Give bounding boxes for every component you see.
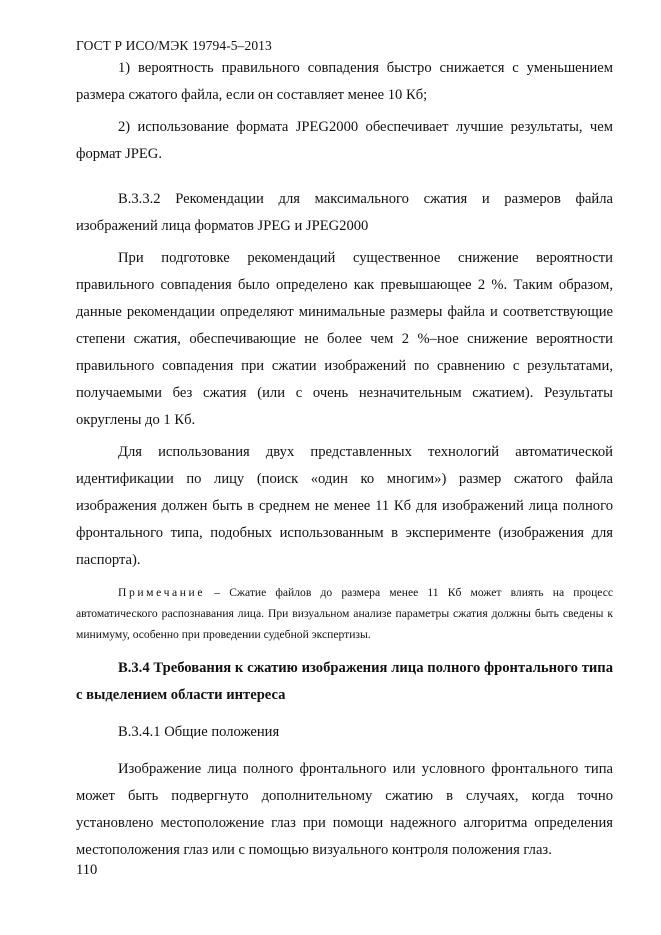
note-text: – Сжатие файлов до размера менее 11 Кб может влиять на процесс автоматического распознавания лица. При визуальном анализе параметры сжатия должны быть сведены к минимуму, особенно при проведении судебной экспертизы. [76,586,613,641]
note [76,582,613,645]
section-title-b332: B.3.3.2 Рекомендации для максимального сжатия и размеров файла изображений лица форматов JPEG и JPEG2000 [76,191,613,234]
page-number: 110 [76,862,98,878]
paragraph-recommendations: При подготовке рекомендаций существенное снижение вероятности правильного совпадения было определено как превышающее 2 %. Таким образом, данные рекомендации определяют минимальные размеры файла и соответствующие степени сжатия, обеспечивающие не более чем 2 %–ное снижение вероятности правильного совпадения при сжатии изображений по сравнению с результатами, получаемыми без сжатия (или с очень незначительным сжатием). Результаты округлены до 1 Кб. [76,250,613,428]
list-item-2: 2) использование формата JPEG2000 обеспечивает лучшие результаты, чем формат JPEG. [76,119,613,162]
subsection-title-b341: B.3.4.1 Общие положения [118,724,280,740]
document-header: ГОСТ Р ИСО/МЭК 19794-5–2013 [76,38,272,53]
paragraph-face-image: Изображение лица полного фронтального или условного фронтального типа может быть подвергнуто дополнительному сжатию в случаях, когда точно установлено местоположение глаз при помощи надежного алгоритма определения местоположения глаз или с помощью визуального контроля положения глаз. [76,761,613,858]
document-body [76,55,613,864]
list-item-1: 1) вероятность правильного совпадения быстро снижается с уменьшением размера сжатого файла, если он составляет менее 10 Кб; [76,60,613,103]
section-heading-b34: B.3.4 Требования к сжатию изображения лица полного фронтального типа с выделением области интереса [76,660,613,703]
note-label: Примечание [118,586,206,599]
paragraph-identification: Для использования двух представленных технологий автоматической идентификации по лицу (поиск «один ко многим») размер сжатого файла изображения должен быть в среднем не менее 11 Кб для изображений лица полного фронтального типа, подобных использованным в эксперименте (изображения для паспорта). [76,444,613,568]
